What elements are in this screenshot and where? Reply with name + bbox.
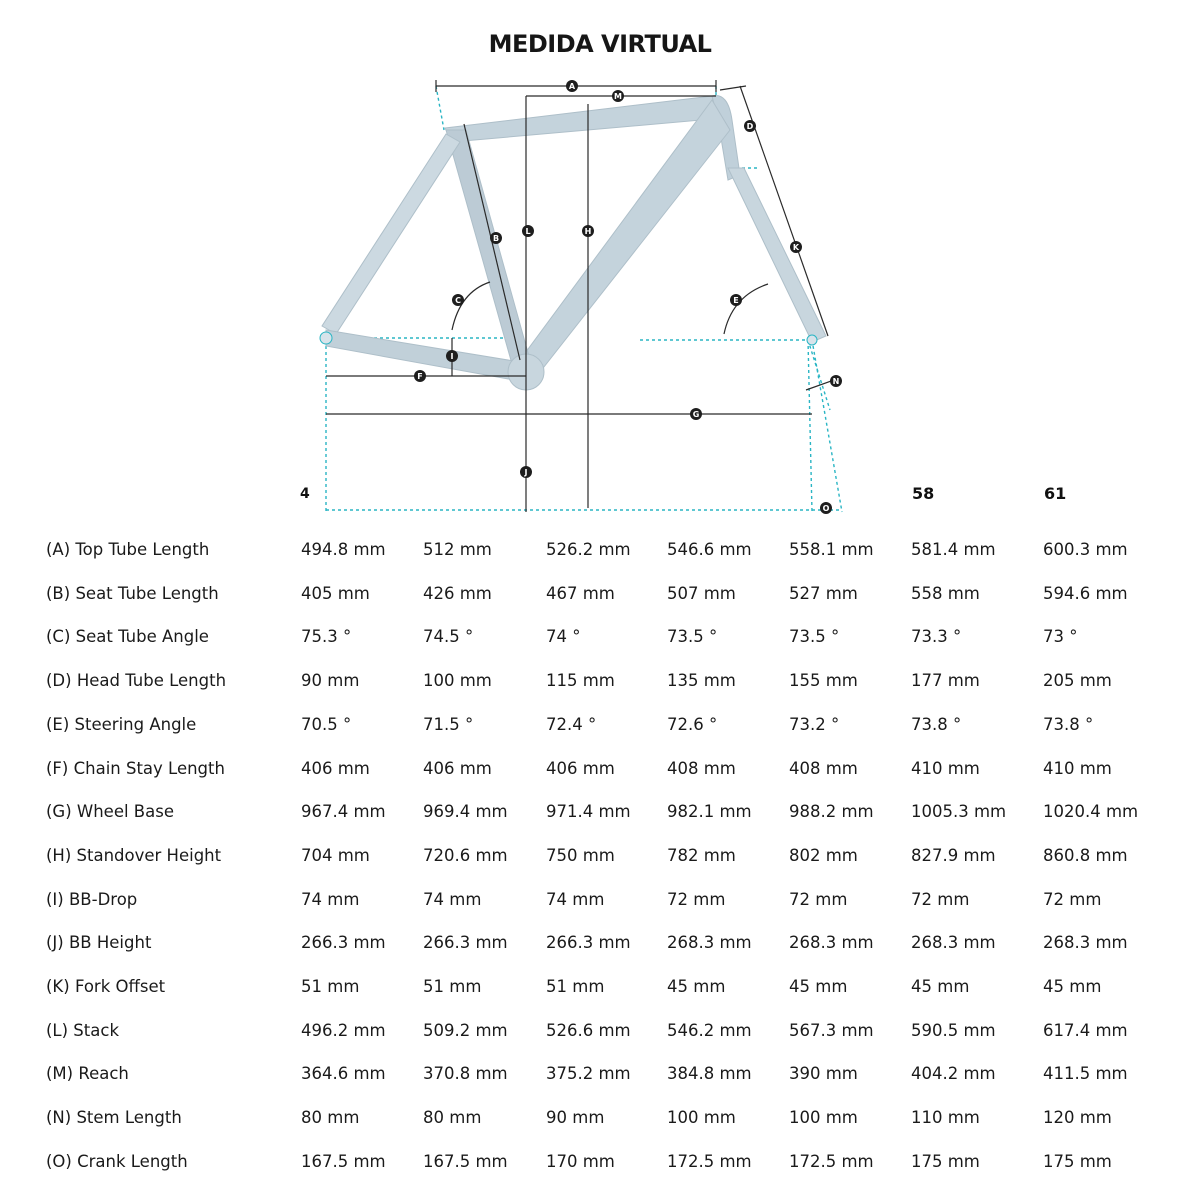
row-value: 73.2 °	[789, 714, 840, 734]
table-row	[0, 759, 1200, 789]
row-value: 74 mm	[301, 889, 360, 909]
row-value: 558.1 mm	[789, 540, 874, 559]
row-value: 266.3 mm	[423, 933, 508, 953]
row-value: 268.3 mm	[911, 933, 996, 953]
row-value: 526.6 mm	[546, 1020, 631, 1040]
row-label: (A) Top Tube Length	[46, 540, 210, 559]
svg-text:E: E	[733, 296, 739, 305]
row-value: 720.6 mm	[423, 845, 508, 865]
row-value: 600.3 mm	[1043, 540, 1128, 559]
row-value: 51 mm	[423, 977, 482, 996]
svg-text:I: I	[450, 352, 454, 361]
svg-text:N: N	[832, 377, 840, 386]
marker-e	[730, 294, 742, 306]
table-row	[0, 1108, 1200, 1138]
row-value: 405 mm	[301, 583, 370, 603]
row-label: (F) Chain Stay Length	[46, 758, 225, 778]
row-value: 73.3 °	[911, 627, 962, 647]
row-value: 370.8 mm	[423, 1064, 508, 1084]
row-label: (G) Wheel Base	[46, 802, 174, 822]
row-value: 51 mm	[546, 977, 605, 996]
row-value: 704 mm	[301, 845, 370, 865]
row-value: 268.3 mm	[789, 933, 874, 953]
row-value: 172.5 mm	[667, 1151, 752, 1171]
row-value: 408 mm	[789, 758, 858, 778]
marker-a	[566, 80, 578, 92]
row-value: 1005.3 mm	[911, 802, 1007, 822]
table-row	[0, 627, 1200, 657]
row-value: 72.6 °	[667, 714, 718, 734]
row-value: 72 mm	[789, 889, 848, 909]
table-row	[0, 1021, 1200, 1051]
row-value: 558 mm	[911, 583, 980, 603]
marker-c	[452, 294, 464, 306]
row-value: 90 mm	[546, 1108, 605, 1128]
marker-badges	[414, 80, 842, 514]
row-label: (M) Reach	[46, 1064, 129, 1084]
row-value: 268.3 mm	[1043, 933, 1128, 953]
table-row	[0, 715, 1200, 745]
svg-text:L: L	[525, 227, 531, 236]
row-value: 100 mm	[789, 1108, 858, 1128]
marker-b	[490, 232, 502, 244]
marker-d	[744, 120, 756, 132]
row-value: 802 mm	[789, 845, 858, 865]
row-value: 74 mm	[546, 889, 605, 909]
row-value: 115 mm	[546, 671, 615, 691]
row-value: 590.5 mm	[911, 1020, 996, 1040]
row-value: 175 mm	[1043, 1151, 1112, 1171]
row-label: (H) Standover Height	[46, 845, 222, 865]
row-value: 408 mm	[667, 758, 736, 778]
table-row	[0, 846, 1200, 876]
row-value: 170 mm	[546, 1151, 615, 1171]
row-value: 205 mm	[1043, 671, 1112, 691]
row-value: 73.5 °	[667, 627, 718, 647]
row-value: 45 mm	[1043, 977, 1102, 996]
row-label: (N) Stem Length	[46, 1108, 182, 1128]
row-value: 1020.4 mm	[1043, 802, 1139, 822]
row-value: 71.5 °	[423, 714, 474, 734]
row-value: 73.8 °	[911, 714, 962, 734]
row-value: 51 mm	[301, 977, 360, 996]
row-value: 45 mm	[911, 977, 970, 996]
svg-text:A: A	[568, 82, 576, 91]
row-value: 72 mm	[1043, 889, 1102, 909]
row-value: 390 mm	[789, 1064, 858, 1084]
row-value: 411.5 mm	[1043, 1064, 1128, 1084]
row-label: (C) Seat Tube Angle	[46, 627, 209, 647]
table-row	[0, 540, 1200, 570]
row-value: 73.8 °	[1043, 714, 1094, 734]
row-value: 567.3 mm	[789, 1020, 874, 1040]
row-label: (L) Stack	[46, 1020, 119, 1040]
svg-text:M: M	[614, 92, 622, 101]
table-row	[0, 671, 1200, 701]
row-value: 72.4 °	[546, 714, 597, 734]
marker-o	[820, 502, 832, 514]
row-value: 581.4 mm	[911, 540, 996, 559]
svg-text:H: H	[584, 227, 592, 236]
row-value: 110 mm	[911, 1108, 980, 1128]
row-value: 546.6 mm	[667, 540, 752, 559]
svg-text:B: B	[492, 234, 500, 243]
row-value: 971.4 mm	[546, 802, 631, 822]
row-value: 266.3 mm	[301, 933, 386, 953]
row-value: 496.2 mm	[301, 1020, 386, 1040]
row-value: 167.5 mm	[301, 1151, 386, 1171]
row-value: 526.2 mm	[546, 540, 631, 559]
row-value: 70.5 °	[301, 714, 352, 734]
svg-text:O: O	[822, 504, 830, 513]
row-value: 982.1 mm	[667, 802, 752, 822]
svg-text:G: G	[692, 410, 700, 419]
marker-m	[612, 90, 624, 102]
row-value: 45 mm	[667, 977, 726, 996]
row-value: 135 mm	[667, 671, 736, 691]
table-row	[0, 1152, 1200, 1182]
svg-text:D: D	[746, 122, 754, 131]
row-label: (E) Steering Angle	[46, 714, 197, 734]
size-heading-58: 58	[912, 484, 935, 503]
marker-k	[790, 241, 802, 253]
row-value: 426 mm	[423, 583, 492, 603]
size-heading-61: 61	[1044, 484, 1067, 503]
row-value: 177 mm	[911, 671, 980, 691]
marker-i	[446, 350, 458, 362]
row-value: 509.2 mm	[423, 1020, 508, 1040]
row-label: (B) Seat Tube Length	[46, 583, 219, 603]
row-value: 120 mm	[1043, 1108, 1112, 1128]
row-label: (I) BB-Drop	[46, 889, 138, 909]
svg-text:K: K	[792, 243, 800, 252]
svg-text:J: J	[524, 468, 528, 477]
marker-h	[582, 225, 594, 237]
row-value: 45 mm	[789, 977, 848, 996]
row-value: 494.8 mm	[301, 540, 386, 559]
row-value: 80 mm	[301, 1108, 360, 1128]
row-value: 100 mm	[423, 671, 492, 691]
page-title: MEDIDA VIRTUAL	[488, 30, 712, 58]
bike-frame	[320, 96, 826, 391]
row-value: 410 mm	[1043, 758, 1112, 778]
row-value: 375.2 mm	[546, 1064, 631, 1084]
row-value: 860.8 mm	[1043, 845, 1128, 865]
row-value: 72 mm	[911, 889, 970, 909]
table-row	[0, 890, 1200, 920]
row-value: 73 °	[1043, 627, 1078, 647]
row-value: 406 mm	[301, 758, 370, 778]
svg-text:F: F	[417, 372, 423, 381]
row-value: 467 mm	[546, 583, 615, 603]
row-value: 74.5 °	[423, 627, 474, 647]
row-value: 175 mm	[911, 1151, 980, 1171]
row-value: 74 mm	[423, 889, 482, 909]
row-value: 100 mm	[667, 1108, 736, 1128]
table-row	[0, 1064, 1200, 1094]
marker-n	[830, 375, 842, 387]
marker-l	[522, 225, 534, 237]
row-value: 172.5 mm	[789, 1151, 874, 1171]
marker-g	[690, 408, 702, 420]
partial-size-mark: 4	[300, 486, 310, 502]
row-value: 782 mm	[667, 845, 736, 865]
row-value: 90 mm	[301, 671, 360, 691]
row-value: 507 mm	[667, 583, 736, 603]
row-label: (O) Crank Length	[46, 1151, 188, 1171]
row-value: 512 mm	[423, 540, 492, 559]
row-value: 73.5 °	[789, 627, 840, 647]
row-value: 72 mm	[667, 889, 726, 909]
row-value: 167.5 mm	[423, 1151, 508, 1171]
row-value: 410 mm	[911, 758, 980, 778]
row-value: 594.6 mm	[1043, 583, 1128, 603]
frame-geometry-diagram	[0, 0, 1200, 520]
row-value: 384.8 mm	[667, 1064, 752, 1084]
row-value: 546.2 mm	[667, 1020, 752, 1040]
row-label: (D) Head Tube Length	[46, 671, 227, 691]
marker-f	[414, 370, 426, 382]
row-label: (J) BB Height	[46, 933, 152, 953]
table-row	[0, 802, 1200, 832]
row-value: 527 mm	[789, 583, 858, 603]
row-value: 967.4 mm	[301, 802, 386, 822]
table-row	[0, 584, 1200, 614]
table-row	[0, 977, 1200, 1007]
marker-j	[520, 466, 532, 478]
row-value: 827.9 mm	[911, 845, 996, 865]
row-value: 617.4 mm	[1043, 1020, 1128, 1040]
row-value: 80 mm	[423, 1108, 482, 1128]
row-value: 364.6 mm	[301, 1064, 386, 1084]
row-value: 268.3 mm	[667, 933, 752, 953]
row-label: (K) Fork Offset	[46, 977, 166, 996]
row-value: 155 mm	[789, 671, 858, 691]
row-value: 988.2 mm	[789, 802, 874, 822]
row-value: 750 mm	[546, 845, 615, 865]
row-value: 969.4 mm	[423, 802, 508, 822]
row-value: 266.3 mm	[546, 933, 631, 953]
row-value: 406 mm	[423, 758, 492, 778]
table-row	[0, 933, 1200, 963]
row-value: 74 °	[546, 627, 581, 647]
row-value: 404.2 mm	[911, 1064, 996, 1084]
svg-text:C: C	[455, 296, 461, 305]
row-value: 75.3 °	[301, 627, 352, 647]
row-value: 406 mm	[546, 758, 615, 778]
